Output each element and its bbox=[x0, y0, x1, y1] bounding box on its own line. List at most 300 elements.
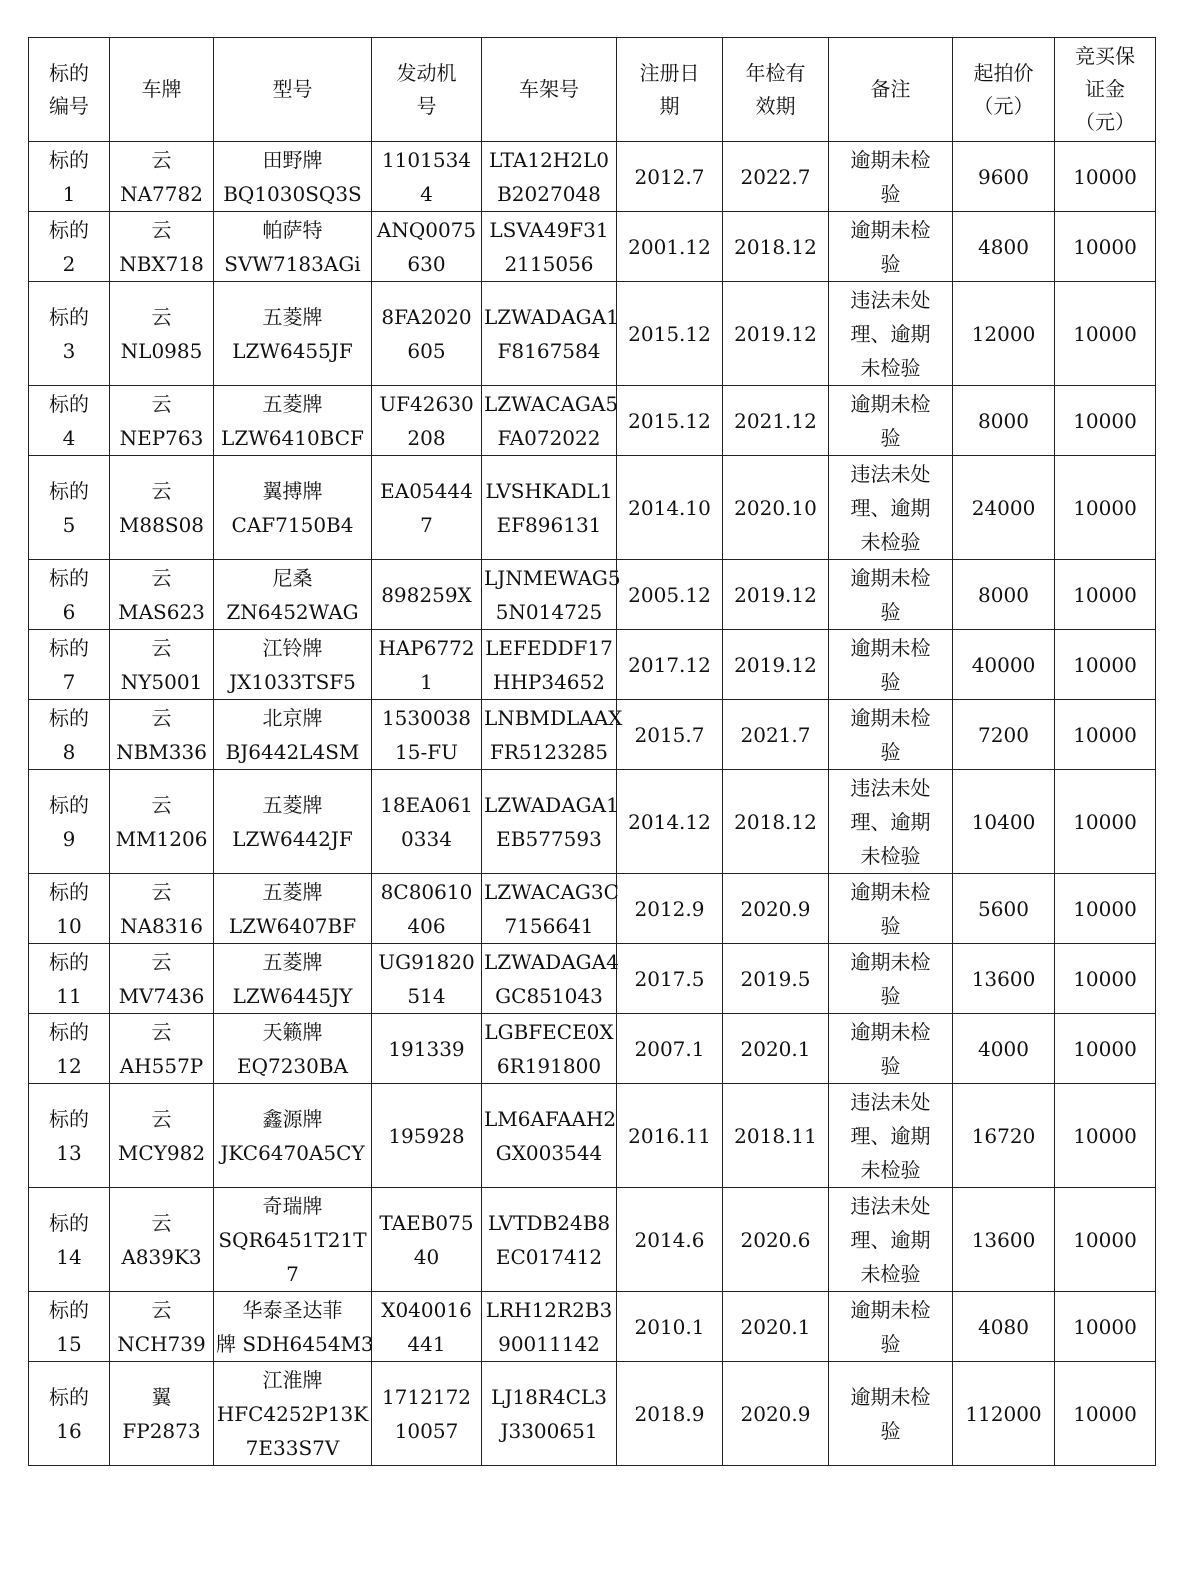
cell-text: LZW6410BCF bbox=[221, 425, 364, 450]
lot-number-cell bbox=[29, 770, 110, 874]
cell-text: 翼 bbox=[151, 1384, 172, 1409]
table-row bbox=[29, 282, 1156, 386]
engine-number-cell bbox=[372, 770, 482, 874]
cell-text: 标的 bbox=[49, 705, 89, 730]
lot-number-cell bbox=[29, 456, 110, 560]
plate-cell bbox=[110, 212, 214, 282]
cell-text: 云 bbox=[151, 635, 172, 660]
remark-cell bbox=[829, 456, 953, 560]
table-header bbox=[29, 38, 1156, 142]
cell-text: LZW6455JF bbox=[232, 338, 353, 363]
starting-price-cell: 112000 bbox=[953, 1362, 1055, 1466]
lot-number-cell bbox=[29, 1362, 110, 1466]
header-text: 效期 bbox=[755, 93, 796, 118]
column-header-registration-date bbox=[617, 38, 723, 142]
cell-text: JX1033TSF5 bbox=[229, 669, 356, 694]
lot-number-cell bbox=[29, 560, 110, 630]
inspection-date-cell: 2019.12 bbox=[723, 630, 829, 700]
remark-cell bbox=[829, 770, 953, 874]
inspection-date-cell: 2019.12 bbox=[723, 282, 829, 386]
cell-text: 未检验 bbox=[860, 843, 921, 868]
cell-text: HFC4252P13K bbox=[216, 1401, 369, 1426]
starting-price-cell: 5600 bbox=[953, 874, 1055, 944]
header-text: 期 bbox=[659, 93, 680, 118]
deposit-cell: 10000 bbox=[1055, 944, 1156, 1014]
table-row bbox=[29, 1292, 1156, 1362]
cell-text: 验 bbox=[880, 739, 901, 764]
engine-number-cell bbox=[372, 212, 482, 282]
inspection-date-cell: 2020.9 bbox=[723, 1362, 829, 1466]
cell-text: 验 bbox=[880, 251, 901, 276]
engine-number-cell bbox=[372, 944, 482, 1014]
cell-text: 15 bbox=[56, 1331, 82, 1356]
cell-text: LRH12R2B3 bbox=[485, 1297, 613, 1322]
deposit-cell: 10000 bbox=[1055, 874, 1156, 944]
cell-text: EB577593 bbox=[496, 826, 602, 851]
cell-text: 尼桑 bbox=[272, 565, 313, 590]
engine-number-cell bbox=[372, 386, 482, 456]
column-header-inspection-valid-until bbox=[723, 38, 829, 142]
deposit-cell: 10000 bbox=[1055, 630, 1156, 700]
model-cell bbox=[214, 1188, 372, 1292]
registration-date-cell: 2015.12 bbox=[617, 386, 723, 456]
model-cell bbox=[214, 874, 372, 944]
cell-text: NBX718 bbox=[119, 251, 204, 276]
cell-text: 标的 bbox=[49, 879, 89, 904]
registration-date-cell: 2015.12 bbox=[617, 282, 723, 386]
cell-text: 406 bbox=[407, 913, 446, 938]
header-text: （元） bbox=[973, 93, 1034, 118]
cell-text: LZWADAGA4 bbox=[484, 949, 619, 974]
cell-text: 验 bbox=[880, 425, 901, 450]
cell-text: 云 bbox=[151, 949, 172, 974]
cell-text: 0334 bbox=[401, 826, 452, 851]
cell-text: FR5123285 bbox=[489, 739, 608, 764]
starting-price-cell: 13600 bbox=[953, 1188, 1055, 1292]
deposit-cell: 10000 bbox=[1055, 282, 1156, 386]
vin-cell bbox=[482, 630, 617, 700]
cell-text: 8FA2020 bbox=[381, 304, 472, 329]
table-row bbox=[29, 944, 1156, 1014]
lot-number-cell bbox=[29, 142, 110, 212]
remark-cell bbox=[829, 386, 953, 456]
cell-text: 云 bbox=[151, 478, 172, 503]
model-cell bbox=[214, 944, 372, 1014]
header-text: 注册日 bbox=[639, 60, 700, 85]
cell-text: 16 bbox=[56, 1418, 82, 1443]
inspection-date-cell: 2021.12 bbox=[723, 386, 829, 456]
engine-number-cell bbox=[372, 630, 482, 700]
vin-cell bbox=[482, 944, 617, 1014]
cell-text: 10057 bbox=[394, 1418, 459, 1443]
cell-text: MCY982 bbox=[117, 1140, 206, 1165]
cell-text: 标的 bbox=[49, 478, 89, 503]
lot-number-cell bbox=[29, 212, 110, 282]
inspection-date-cell: 2020.1 bbox=[723, 1014, 829, 1084]
cell-text: LTA12H2L0 bbox=[489, 147, 609, 172]
cell-text: 标的 bbox=[49, 565, 89, 590]
cell-text: 奇瑞牌 bbox=[262, 1193, 323, 1218]
cell-text: 北京牌 bbox=[262, 705, 323, 730]
cell-text: 逾期未检 bbox=[850, 1019, 931, 1044]
inspection-date-cell: 2019.5 bbox=[723, 944, 829, 1014]
cell-text: EF896131 bbox=[496, 512, 602, 537]
header-text: 年检有 bbox=[745, 60, 806, 85]
cell-text: 云 bbox=[151, 147, 172, 172]
deposit-cell: 10000 bbox=[1055, 386, 1156, 456]
model-cell bbox=[214, 770, 372, 874]
engine-number-cell bbox=[372, 282, 482, 386]
cell-text: 逾期未检 bbox=[850, 391, 931, 416]
registration-date-cell: 2014.12 bbox=[617, 770, 723, 874]
cell-text: 195928 bbox=[388, 1123, 465, 1148]
header-text: 发动机 bbox=[396, 60, 457, 85]
column-header-starting-price bbox=[953, 38, 1055, 142]
cell-text: 违法未处 bbox=[850, 1089, 931, 1114]
cell-text: LEFEDDF17 bbox=[485, 635, 613, 660]
cell-text: 8C80610 bbox=[380, 879, 473, 904]
cell-text: 标的 bbox=[49, 147, 89, 172]
starting-price-cell: 9600 bbox=[953, 142, 1055, 212]
cell-text: 验 bbox=[880, 913, 901, 938]
cell-text: HAP6772 bbox=[378, 635, 475, 660]
cell-text: 违法未处 bbox=[850, 287, 931, 312]
cell-text: 华泰圣达菲 bbox=[242, 1297, 343, 1322]
cell-text: 云 bbox=[151, 879, 172, 904]
cell-text: 9 bbox=[62, 826, 76, 851]
plate-cell bbox=[110, 142, 214, 212]
cell-text: 标的 bbox=[49, 217, 89, 242]
cell-text: 云 bbox=[151, 1297, 172, 1322]
cell-text: 云 bbox=[151, 217, 172, 242]
remark-cell bbox=[829, 282, 953, 386]
remark-cell bbox=[829, 1084, 953, 1188]
model-cell bbox=[214, 1014, 372, 1084]
cell-text: MAS623 bbox=[118, 599, 205, 624]
plate-cell bbox=[110, 1292, 214, 1362]
cell-text: 5N014725 bbox=[495, 599, 603, 624]
table-row bbox=[29, 1362, 1156, 1466]
vin-cell bbox=[482, 282, 617, 386]
cell-text: 441 bbox=[407, 1331, 446, 1356]
remark-cell bbox=[829, 142, 953, 212]
vin-cell bbox=[482, 1084, 617, 1188]
cell-text: 验 bbox=[880, 599, 901, 624]
table-row bbox=[29, 456, 1156, 560]
lot-number-cell bbox=[29, 282, 110, 386]
starting-price-cell: 12000 bbox=[953, 282, 1055, 386]
model-cell bbox=[214, 1362, 372, 1466]
starting-price-cell: 4800 bbox=[953, 212, 1055, 282]
lot-number-cell bbox=[29, 1014, 110, 1084]
cell-text: EC017412 bbox=[495, 1244, 603, 1269]
cell-text: 帕萨特 bbox=[262, 217, 323, 242]
cell-text: 6 bbox=[62, 599, 76, 624]
lot-number-cell bbox=[29, 1084, 110, 1188]
column-header-engine-number bbox=[372, 38, 482, 142]
cell-text: 7 bbox=[286, 1261, 299, 1286]
cell-text: 云 bbox=[151, 391, 172, 416]
cell-text: 理、逾期 bbox=[850, 1123, 931, 1148]
cell-text: FP2873 bbox=[122, 1418, 201, 1443]
cell-text: 5 bbox=[62, 512, 76, 537]
starting-price-cell: 4080 bbox=[953, 1292, 1055, 1362]
plate-cell bbox=[110, 700, 214, 770]
header-text: 编号 bbox=[49, 93, 89, 118]
cell-text: 鑫源牌 bbox=[262, 1106, 323, 1131]
engine-number-cell bbox=[372, 1292, 482, 1362]
cell-text: 标的 bbox=[49, 792, 89, 817]
cell-text: J3300651 bbox=[500, 1418, 598, 1443]
cell-text: 2 bbox=[62, 251, 76, 276]
inspection-date-cell: 2020.10 bbox=[723, 456, 829, 560]
table-row bbox=[29, 874, 1156, 944]
cell-text: UF42630 bbox=[379, 391, 474, 416]
starting-price-cell: 8000 bbox=[953, 386, 1055, 456]
cell-text: 五菱牌 bbox=[262, 391, 323, 416]
registration-date-cell: 2017.12 bbox=[617, 630, 723, 700]
deposit-cell: 10000 bbox=[1055, 1014, 1156, 1084]
header-text: 号 bbox=[416, 93, 437, 118]
cell-text: 五菱牌 bbox=[262, 949, 323, 974]
column-header-vin bbox=[482, 38, 617, 142]
column-header-deposit bbox=[1055, 38, 1156, 142]
registration-date-cell: 2016.11 bbox=[617, 1084, 723, 1188]
cell-text: 标的 bbox=[49, 949, 89, 974]
cell-text: 未检验 bbox=[860, 355, 921, 380]
table-row bbox=[29, 770, 1156, 874]
cell-text: 7E33S7V bbox=[245, 1435, 340, 1460]
engine-number-cell bbox=[372, 1084, 482, 1188]
plate-cell bbox=[110, 386, 214, 456]
cell-text: 违法未处 bbox=[850, 461, 931, 486]
registration-date-cell: 2015.7 bbox=[617, 700, 723, 770]
starting-price-cell: 24000 bbox=[953, 456, 1055, 560]
table-body bbox=[29, 142, 1156, 1466]
cell-text: 8 bbox=[62, 739, 76, 764]
engine-number-cell bbox=[372, 700, 482, 770]
lot-number-cell bbox=[29, 944, 110, 1014]
deposit-cell: 10000 bbox=[1055, 212, 1156, 282]
column-header-lot-number bbox=[29, 38, 110, 142]
cell-text: LJNMEWAG5 bbox=[484, 565, 621, 590]
cell-text: 验 bbox=[880, 669, 901, 694]
cell-text: 514 bbox=[407, 983, 446, 1008]
registration-date-cell: 2001.12 bbox=[617, 212, 723, 282]
vin-cell bbox=[482, 142, 617, 212]
cell-text: 898259X bbox=[381, 582, 472, 607]
remark-cell bbox=[829, 874, 953, 944]
cell-text: 15-FU bbox=[395, 739, 458, 764]
cell-text: BQ1030SQ3S bbox=[223, 181, 362, 206]
cell-text: 12 bbox=[56, 1053, 82, 1078]
cell-text: 云 bbox=[151, 792, 172, 817]
cell-text: NA8316 bbox=[120, 913, 203, 938]
header-row bbox=[29, 38, 1156, 142]
remark-cell bbox=[829, 212, 953, 282]
header-text: 车架号 bbox=[519, 77, 579, 101]
cell-text: 11 bbox=[56, 983, 82, 1008]
model-cell bbox=[214, 282, 372, 386]
cell-text: 标的 bbox=[49, 635, 89, 660]
cell-text: 五菱牌 bbox=[262, 879, 323, 904]
auction-lots-table bbox=[28, 37, 1156, 1466]
starting-price-cell: 8000 bbox=[953, 560, 1055, 630]
cell-text: 标的 bbox=[49, 1019, 89, 1044]
cell-text: LVTDB24B8 bbox=[487, 1210, 611, 1235]
cell-text: NA7782 bbox=[120, 181, 203, 206]
cell-text: 五菱牌 bbox=[262, 792, 323, 817]
inspection-date-cell: 2018.12 bbox=[723, 770, 829, 874]
cell-text: 1101534 bbox=[381, 147, 472, 172]
cell-text: 违法未处 bbox=[850, 775, 931, 800]
cell-text: 1712172 bbox=[381, 1384, 472, 1409]
engine-number-cell bbox=[372, 456, 482, 560]
inspection-date-cell: 2018.11 bbox=[723, 1084, 829, 1188]
lot-number-cell bbox=[29, 1188, 110, 1292]
header-text: （元） bbox=[1075, 110, 1135, 134]
cell-text: JKC6470A5CY bbox=[220, 1140, 365, 1165]
cell-text: 标的 bbox=[49, 1210, 89, 1235]
plate-cell bbox=[110, 770, 214, 874]
deposit-cell: 10000 bbox=[1055, 1084, 1156, 1188]
table-row bbox=[29, 1014, 1156, 1084]
vin-cell bbox=[482, 560, 621, 630]
cell-text: 2115056 bbox=[504, 251, 594, 276]
cell-text: 云 bbox=[151, 1106, 172, 1131]
model-cell bbox=[214, 560, 372, 630]
cell-text: X040016 bbox=[381, 1297, 472, 1322]
column-header-model bbox=[214, 38, 372, 142]
model-cell bbox=[214, 386, 372, 456]
table-row bbox=[29, 700, 1156, 770]
cell-text: 违法未处 bbox=[850, 1193, 931, 1218]
cell-text: 标的 bbox=[49, 304, 89, 329]
cell-text: ZN6452WAG bbox=[226, 599, 359, 624]
cell-text: SVW7183AGi bbox=[224, 251, 361, 276]
column-header-plate bbox=[110, 38, 214, 142]
vin-cell bbox=[482, 1014, 617, 1084]
cell-text: 验 bbox=[880, 1418, 901, 1443]
plate-cell bbox=[110, 1014, 214, 1084]
cell-text: TAEB075 bbox=[379, 1210, 474, 1235]
vin-cell bbox=[482, 700, 623, 770]
cell-text: LNBMDLAAX bbox=[484, 705, 623, 730]
deposit-cell: 10000 bbox=[1055, 1188, 1156, 1292]
remark-cell bbox=[829, 1188, 953, 1292]
inspection-date-cell: 2020.1 bbox=[723, 1292, 829, 1362]
cell-text: 4 bbox=[62, 425, 76, 450]
registration-date-cell: 2012.7 bbox=[617, 142, 723, 212]
vin-cell bbox=[482, 1292, 617, 1362]
cell-text: 1 bbox=[62, 181, 76, 206]
registration-date-cell: 2018.9 bbox=[617, 1362, 723, 1466]
inspection-date-cell: 2020.6 bbox=[723, 1188, 829, 1292]
cell-text: 逾期未检 bbox=[850, 705, 931, 730]
plate-cell bbox=[110, 456, 214, 560]
cell-text: 理、逾期 bbox=[850, 809, 931, 834]
cell-text: 4 bbox=[420, 181, 433, 206]
cell-text: 未检验 bbox=[860, 529, 921, 554]
cell-text: 7 bbox=[420, 512, 433, 537]
cell-text: 云 bbox=[151, 565, 172, 590]
column-header-remark bbox=[829, 38, 953, 142]
engine-number-cell bbox=[372, 1014, 482, 1084]
starting-price-cell: 16720 bbox=[953, 1084, 1055, 1188]
table-row bbox=[29, 560, 1156, 630]
vin-cell bbox=[482, 1188, 617, 1292]
model-cell bbox=[214, 1292, 372, 1362]
remark-cell bbox=[829, 1362, 953, 1466]
cell-text: M88S08 bbox=[118, 512, 205, 537]
cell-text: 逾期未检 bbox=[850, 1384, 931, 1409]
registration-date-cell: 2017.5 bbox=[617, 944, 723, 1014]
cell-text: LZWADAGA1 bbox=[484, 792, 619, 817]
cell-text: GC851043 bbox=[495, 983, 603, 1008]
plate-cell bbox=[110, 874, 214, 944]
lot-number-cell bbox=[29, 630, 110, 700]
registration-date-cell: 2010.1 bbox=[617, 1292, 723, 1362]
cell-text: LM6AFAAH2 bbox=[484, 1106, 617, 1131]
plate-cell bbox=[110, 1188, 214, 1292]
cell-text: ANQ0075 bbox=[376, 217, 477, 242]
plate-cell bbox=[110, 944, 214, 1014]
cell-text: 验 bbox=[880, 181, 901, 206]
deposit-cell: 10000 bbox=[1055, 560, 1156, 630]
cell-text: 未检验 bbox=[860, 1157, 921, 1182]
vin-cell bbox=[482, 874, 617, 944]
cell-text: EQ7230BA bbox=[236, 1053, 349, 1078]
cell-text: 标的 bbox=[49, 1384, 89, 1409]
cell-text: 13 bbox=[56, 1140, 82, 1165]
cell-text: 逾期未检 bbox=[850, 1297, 931, 1322]
cell-text: B2027048 bbox=[497, 181, 601, 206]
cell-text: 逾期未检 bbox=[850, 147, 931, 172]
cell-text: 3 bbox=[62, 338, 76, 363]
cell-text: 18EA061 bbox=[380, 792, 473, 817]
engine-number-cell bbox=[372, 1188, 482, 1292]
cell-text: 7156641 bbox=[504, 913, 594, 938]
cell-text: 逾期未检 bbox=[850, 635, 931, 660]
cell-text: 江淮牌 bbox=[262, 1367, 323, 1392]
cell-text: NY5001 bbox=[120, 669, 203, 694]
starting-price-cell: 13600 bbox=[953, 944, 1055, 1014]
cell-text: FA072022 bbox=[497, 425, 601, 450]
model-cell bbox=[214, 630, 372, 700]
cell-text: NL0985 bbox=[120, 338, 203, 363]
deposit-cell: 10000 bbox=[1055, 1292, 1156, 1362]
vin-cell bbox=[482, 212, 617, 282]
table-row bbox=[29, 386, 1156, 456]
cell-text: LJ18R4CL3 bbox=[491, 1384, 607, 1409]
model-cell bbox=[214, 456, 372, 560]
header-text: 证金 bbox=[1085, 77, 1125, 101]
registration-date-cell: 2007.1 bbox=[617, 1014, 723, 1084]
cell-text: EA05444 bbox=[380, 478, 473, 503]
table-row bbox=[29, 1188, 1156, 1292]
deposit-cell: 10000 bbox=[1055, 700, 1156, 770]
cell-text: LZW6442JF bbox=[232, 826, 353, 851]
deposit-cell: 10000 bbox=[1055, 456, 1156, 560]
remark-cell bbox=[829, 630, 953, 700]
cell-text: 天籁牌 bbox=[262, 1019, 323, 1044]
cell-text: 田野牌 bbox=[262, 147, 323, 172]
cell-text: 云 bbox=[151, 705, 172, 730]
cell-text: 191339 bbox=[388, 1036, 465, 1061]
deposit-cell: 10000 bbox=[1055, 770, 1156, 874]
cell-text: 理、逾期 bbox=[850, 321, 931, 346]
lot-number-cell bbox=[29, 874, 110, 944]
